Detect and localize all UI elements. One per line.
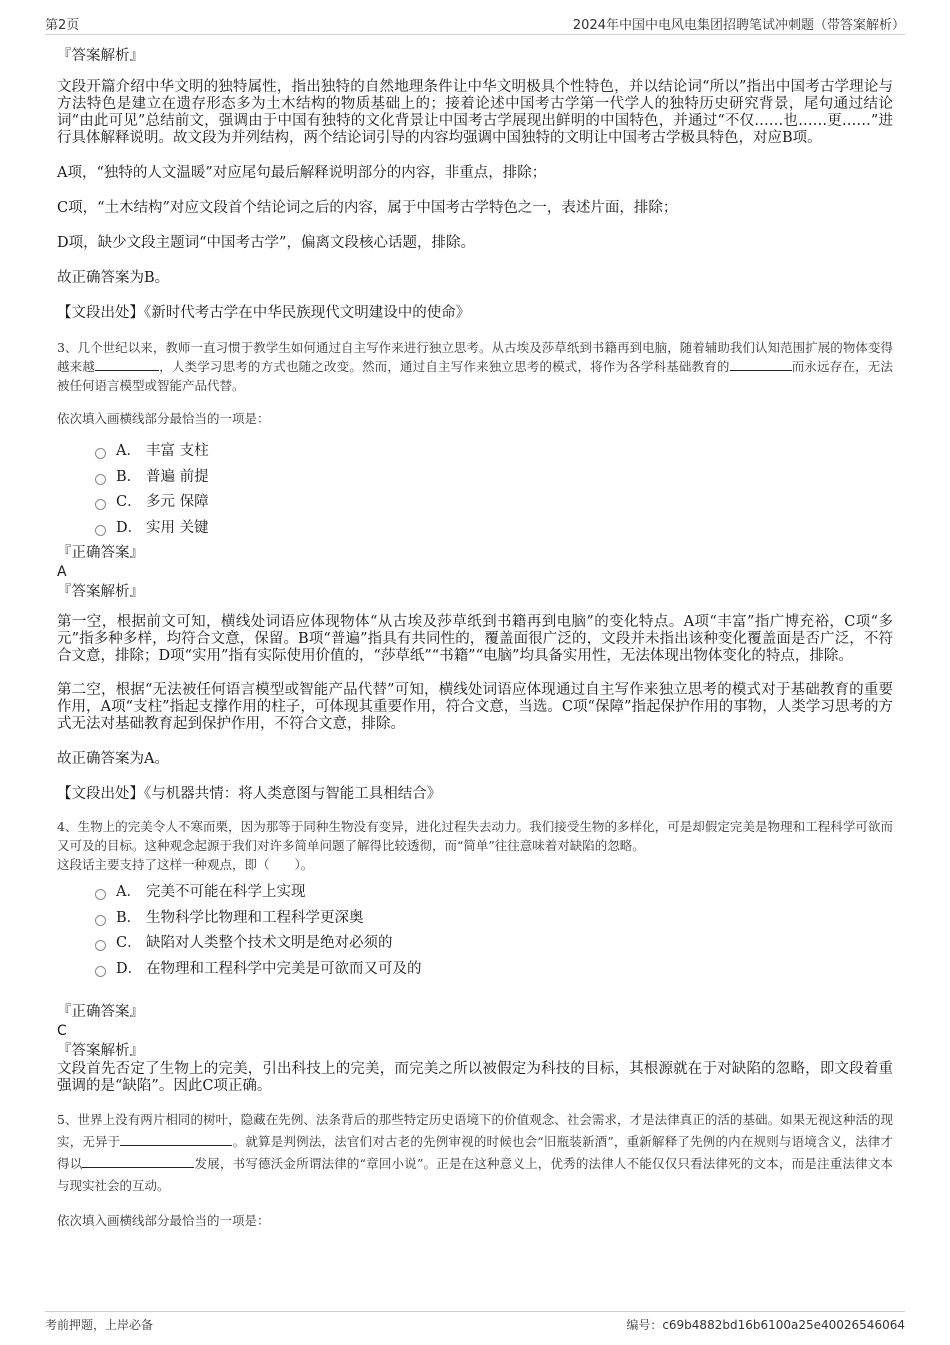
page-header	[45, 10, 905, 35]
question-stem: 5、世界上没有两片相同的树叶，隐藏在先例、法条背后的那些特定历史语境下的价值观念、社会需求，才是法律真正的活的基础。如果无视这种活的现实，无异于 。就算是判例法，法官们对古老的先例审视的时候也会“旧瓶装新酒”，重新解释了先例的内在规则与语境含义，法律才得以 发展，书写德沃金所谓法律的“章回小说”。正是在这种意义上，优秀的法律人不能仅仅只看法律死的文本，而是注重法律文本与现实社会的互动。	[57, 1112, 893, 1193]
option-list	[95, 439, 893, 541]
analysis-label: 『答案解析』	[57, 584, 144, 600]
source-citation: 【文段出处】《新时代考古学在中华民族现代文明建设中的使命》	[57, 305, 471, 321]
page-number: 第2页	[45, 18, 80, 33]
radio-icon[interactable]	[95, 448, 106, 459]
radio-icon[interactable]	[95, 525, 106, 536]
fill-blank	[730, 358, 792, 371]
radio-icon[interactable]	[95, 966, 106, 977]
option-b[interactable]: B． 普遍 前提	[95, 465, 893, 491]
analysis-paragraph: C项，“土木结构”对应文段首个结论词之后的内容，属于中国考古学特色之一，表述片面，排除；	[57, 200, 678, 216]
document-title: 2024年中国中电风电集团招聘笔试冲刺题（带答案解析）	[572, 18, 905, 33]
radio-icon[interactable]	[95, 940, 106, 951]
question-stem: 4、生物上的完美令人不寒而栗，因为那等于同种生物没有变异，进化过程失去动力。我们接受生物的多样化，可是却假定完美是物理和工程科学可欲而又可及的目标。这种观念起源于我们对许多简单问题了解得比较透彻，而“简单”往往意味着对缺陷的忽略。	[57, 819, 893, 853]
document-code: 编号：c69b4882bd16b6100a25e40026546064	[626, 1318, 905, 1332]
option-d[interactable]: D． 在物理和工程科学中完美是可欲而又可及的	[95, 957, 893, 983]
option-a[interactable]: A． 丰富 支柱	[95, 439, 893, 465]
analysis-paragraph: D项，缺少文段主题词“中国考古学”，偏离文段核心话题，排除。	[57, 235, 475, 251]
correct-answer: A	[57, 564, 67, 580]
option-a[interactable]: A． 完美不可能在科学上实现	[95, 880, 893, 906]
option-c[interactable]: C． 缺陷对人类整个技术文明是绝对必须的	[95, 931, 893, 957]
radio-icon[interactable]	[95, 474, 106, 485]
footer-slogan: 考前押题，上岸必备	[45, 1318, 154, 1332]
option-list	[95, 880, 893, 982]
fill-blank	[120, 1133, 232, 1146]
question-prompt: 依次填入画横线部分最恰当的一项是：	[57, 411, 270, 426]
analysis-paragraph: 文段开篇介绍中华文明的独特属性，指出独特的自然地理条件让中华文明极具个性特色，并以结论词“所以”指出中国考古学理论与方法特色是建立在遗存形态多为土木结构的物质基础上的；接着论述中国考古学第一代学人的独特历史研究背景，尾句通过结论词“由此可见”总结前文，强调由于中国有独特的文化背景让中国考古学展现出鲜明的中国特色，并通过“不仅……也……更……”进行具体解释说明。故文段为并列结构，两个结论词引导的内容均强调中国独特的文明让中国考古学极具特色，对应B项。	[57, 79, 893, 146]
page-content	[57, 46, 893, 1230]
correct-answer-label: 『正确答案』	[57, 1004, 144, 1020]
fill-blank	[95, 358, 159, 371]
question-prompt: 这段话主要支持了这样一种观点，即（ ）。	[57, 857, 314, 872]
radio-icon[interactable]	[95, 889, 106, 900]
correct-answer-label: 『正确答案』	[57, 545, 144, 561]
option-c[interactable]: C． 多元 保障	[95, 490, 893, 516]
analysis-paragraph: A项，“独特的人文温暖”对应尾句最后解释说明部分的内容，非重点，排除；	[57, 165, 547, 181]
page-footer	[45, 1311, 905, 1336]
radio-icon[interactable]	[95, 499, 106, 510]
analysis-paragraph: 故正确答案为B。	[57, 270, 170, 286]
option-b[interactable]: B． 生物科学比物理和工程科学更深奥	[95, 906, 893, 932]
radio-icon[interactable]	[95, 915, 106, 926]
question-prompt: 依次填入画横线部分最恰当的一项是：	[57, 1213, 270, 1228]
source-citation: 【文段出处】《与机器共情：将人类意图与智能工具相结合》	[57, 786, 442, 802]
correct-answer: C	[57, 1023, 67, 1039]
analysis-paragraph: 第二空，根据“无法被任何语言模型或智能产品代替”可知，横线处词语应体现通过自主写作来独立思考的模式对于基础教育的重要作用，A项“支柱”指起支撑作用的柱子，可体现其重要作用，符合文意，当选。C项“保障”指起保护作用的事物，人类学习思考的方式无法对基础教育起到保护作用，不符合文意，排除。	[57, 682, 893, 732]
question-stem: 3、几个世纪以来，教师一直习惯于教学生如何通过自主写作来进行独立思考。从古埃及莎草纸到书籍再到电脑，随着辅助我们认知范围扩展的物体变得越来越 ，人类学习思考的方式也随之改变。然而，通过自主写作来独立思考的模式，将作为各学科基础教育的 而永远存在，无法被任何语言模型或智能产品代替。	[57, 340, 893, 393]
analysis-paragraph: 第一空，根据前文可知，横线处词语应体现物体“从古埃及莎草纸到书籍再到电脑”的变化特点。A项“丰富”指广博充裕，C项“多元”指多种多样，均符合文意，保留。B项“普遍”指具有共同性的，覆盖面很广泛的，文段并未指出该种变化覆盖面是否广泛，不符合文意，排除；D项“实用”指有实际使用价值的，“莎草纸”“书籍”“电脑”均具备实用性，无法体现出物体变化的特点，排除。	[57, 614, 893, 664]
analysis-paragraph: 文段首先否定了生物上的完美，引出科技上的完美，而完美之所以被假定为科技的目标，其根源就在于对缺陷的忽略，即文段着重强调的是“缺陷”。因此C项正确。	[57, 1061, 893, 1094]
option-d[interactable]: D． 实用 关键	[95, 516, 893, 542]
fill-blank	[82, 1155, 194, 1168]
analysis-label: 『答案解析』	[57, 48, 144, 64]
analysis-label: 『答案解析』	[57, 1043, 144, 1059]
analysis-paragraph: 故正确答案为A。	[57, 751, 169, 767]
